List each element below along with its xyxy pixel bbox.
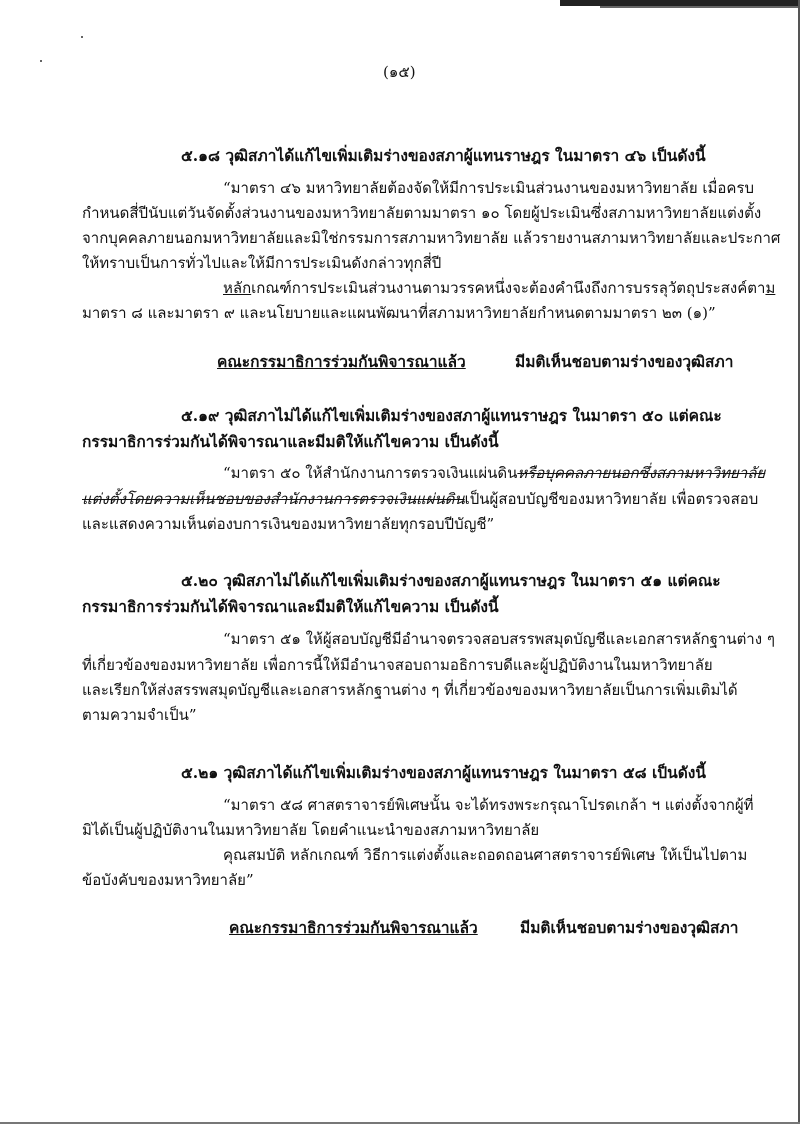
struck-text: หรือบุคคลภายนอกซึ่งสภามหาวิทยาลัย [517, 464, 766, 482]
paragraph-line [223, 278, 775, 298]
underlined-text: หลัก [223, 279, 252, 297]
section-heading-5-18: ๕.๑๘ วุฒิสภาได้แก้ไขเพิ่มเติมร่างของสภาผู้แทนราษฎร ในมาตรา ๔๖ เป็นดังนี้ [181, 146, 706, 165]
scan-edge-artifact [600, 6, 800, 8]
paragraph-line: และแสดงความเห็นต่องบการเงินของมหาวิทยาลัยทุกรอบปีบัญชี” [82, 515, 495, 533]
section-heading-5-21: ๕.๒๑ วุฒิสภาได้แก้ไขเพิ่มเติมร่างของสภาผู้แทนราษฎร ในมาตรา ๕๘ เป็นดังนี้ [181, 763, 706, 782]
paragraph-line: “มาตรา ๕๑ ให้ผู้สอบบัญชีมีอำนาจตรวจสอบสรรพสมุดบัญชีและเอกสารหลักฐานต่าง ๆ [223, 630, 775, 648]
underlined-text: ม [765, 279, 776, 297]
paragraph-line [223, 463, 765, 483]
paragraph-line: ให้ทราบเป็นการทั่วไปและให้มีการประเมินดังกล่าวทุกสี่ปี [82, 254, 442, 272]
paragraph-line: ข้อบังคับของมหาวิทยาลัย” [82, 871, 254, 889]
paragraph-line: กำหนดสี่ปีนับแต่วันจัดตั้งส่วนงานของมหาวิทยาลัยตามมาตรา ๑๐ โดยผู้ประเมินซึ่งสภามหาวิทยาลัยแต่งตั้ง [82, 204, 762, 222]
section-heading-5-20-cont: กรรมาธิการร่วมกันได้พิจารณาและมีมติให้แก้ไขความ เป็นดังนี้ [82, 597, 499, 616]
paragraph-line: มิได้เป็นผู้ปฏิบัติงานในมหาวิทยาลัย โดยคำแนะนำของสภามหาวิทยาลัย [82, 821, 540, 839]
section-heading-5-19-cont: กรรมาธิการร่วมกันได้พิจารณาและมีมติให้แก้ไขความ เป็นดังนี้ [82, 432, 499, 451]
page-number: (๑๕) [383, 63, 416, 81]
paragraph-line: “มาตรา ๔๖ มหาวิทยาลัยต้องจัดให้มีการประเมินส่วนงานของมหาวิทยาลัย เมื่อครบ [223, 179, 755, 197]
scan-speck [81, 36, 83, 38]
committee-resolution-label: คณะกรรมาธิการร่วมกันพิจารณาแล้ว [217, 352, 466, 371]
section-heading-5-20: ๕.๒๐ วุฒิสภาไม่ได้แก้ไขเพิ่มเติมร่างของสภาผู้แทนราษฎร ในมาตรา ๕๑ แต่คณะ [181, 571, 721, 590]
paragraph-text: เป็นผู้สอบบัญชีของมหาวิทยาลัย เพื่อตรวจสอบ [464, 490, 759, 508]
struck-text: แต่งตั้งโดยความเห็นชอบของสำนักงานการตรวจเงินแผ่นดิน [82, 490, 465, 508]
committee-resolution-result: มีมติเห็นชอบตามร่างของวุฒิสภา [520, 918, 739, 937]
paragraph-line [82, 489, 758, 509]
paragraph-line: จากบุคคลภายนอกมหาวิทยาลัยและมิใช่กรรมการสภามหาวิทยาลัย แล้วรายงานสภามหาวิทยาลัยและประกาศ [82, 229, 781, 247]
paragraph-line: ตามความจำเป็น” [82, 706, 197, 724]
section-heading-5-19: ๕.๑๙ วุฒิสภาไม่ได้แก้ไขเพิ่มเติมร่างของสภาผู้แทนราษฎร ในมาตรา ๕๐ แต่คณะ [181, 406, 722, 425]
scan-speck [40, 60, 42, 62]
paragraph-line: และเรียกให้ส่งสรรพสมุดบัญชีและเอกสารหลักฐานต่าง ๆ ที่เกี่ยวข้องของมหาวิทยาลัยเป็นการเพิ่มเติมได้ [82, 681, 738, 699]
paragraph-line: ที่เกี่ยวข้องของมหาวิทยาลัย เพื่อการนี้ให้มีอำนาจสอบถามอธิการบดีและผู้ปฏิบัติงานในมหาวิทยาลัย [82, 656, 713, 674]
committee-resolution-label: คณะกรรมาธิการร่วมกันพิจารณาแล้ว [229, 918, 478, 937]
paragraph-line: “มาตรา ๕๘ ศาสตราจารย์พิเศษนั้น จะได้ทรงพระกรุณาโปรดเกล้า ฯ แต่งตั้งจากผู้ที่ [223, 796, 754, 814]
paragraph-text: เกณฑ์การประเมินส่วนงานตามวรรคหนึ่งจะต้องคำนึงถึงการบรรลุวัตถุประสงค์ตา [251, 279, 766, 297]
paragraph-line: มาตรา ๘ และมาตรา ๙ และนโยบายและแผนพัฒนาที่สภามหาวิทยาลัยกำหนดตามมาตรา ๒๓ (๑)” [82, 304, 716, 322]
committee-resolution-result: มีมติเห็นชอบตามร่างของวุฒิสภา [515, 352, 734, 371]
paragraph-text: “มาตรา ๕๐ ให้สำนักงานการตรวจเงินแผ่นดิน [223, 464, 518, 482]
paragraph-line: คุณสมบัติ หลักเกณฑ์ วิธีการแต่งตั้งและถอดถอนศาสตราจารย์พิเศษ ให้เป็นไปตาม [223, 846, 748, 864]
